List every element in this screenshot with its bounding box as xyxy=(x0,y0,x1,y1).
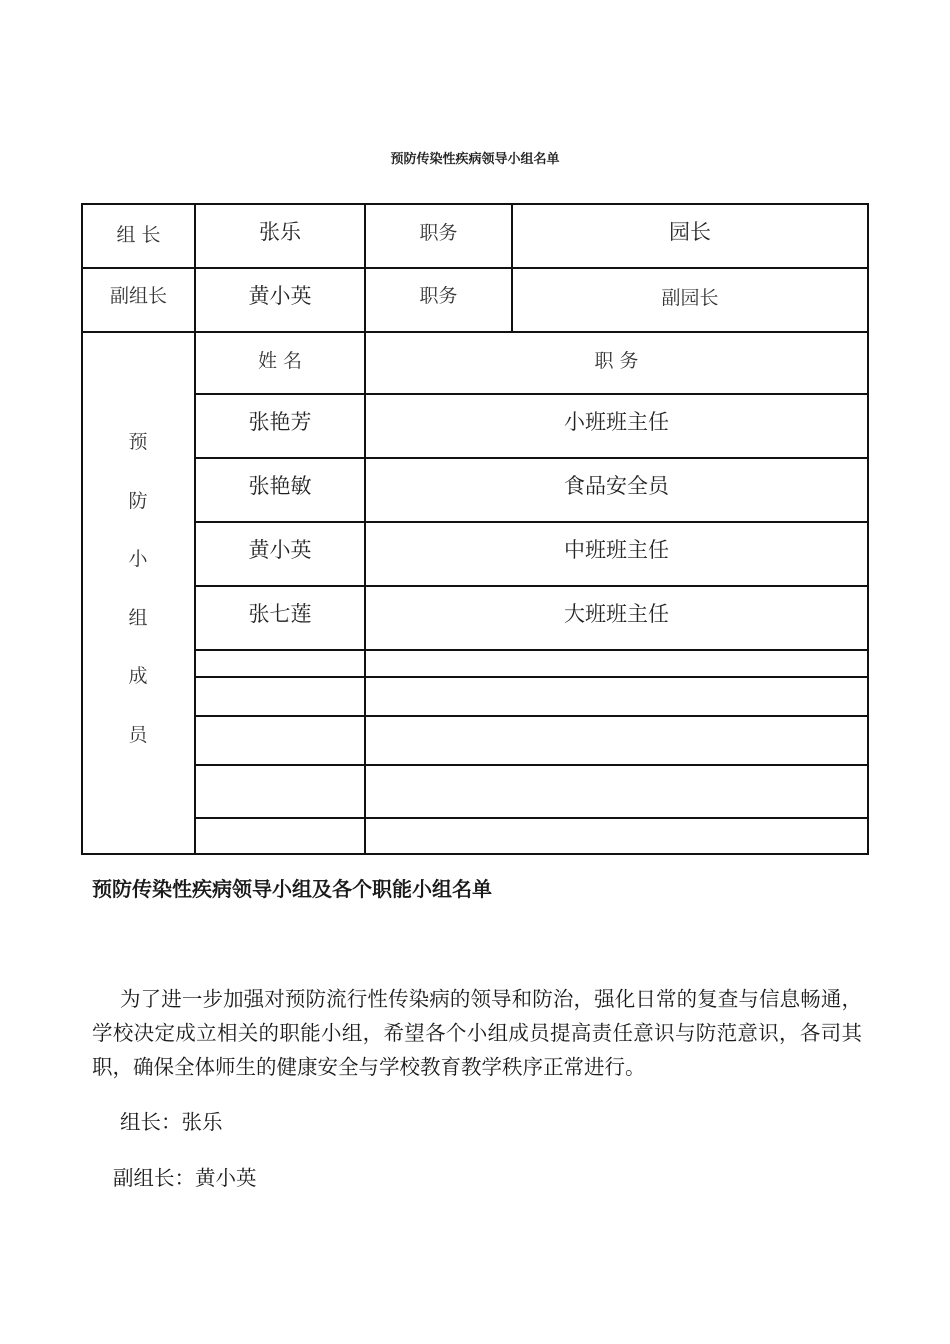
members-label-char: 预 xyxy=(128,431,148,453)
member-name: 张艳芳 xyxy=(248,410,312,434)
deputy-line: 副组长：黄小英 xyxy=(113,1166,257,1190)
body-paragraph: 为了进一步加强对预防流行性传染病的领导和防治，强化日常的复查与信息畅通，学校决定成立相关的职能小组，希望各个小组成员提高责任意识与防范意识，各司其职，确保全体师生的健康安全与学校教育教学秩序正常进行。 xyxy=(92,987,862,1079)
members-label-char: 成 xyxy=(128,665,148,688)
member-name: 黄小英 xyxy=(248,538,312,562)
member-name: 张艳敏 xyxy=(248,474,312,498)
leader-position: 园长 xyxy=(669,220,711,244)
leader-line: 组长：张乐 xyxy=(120,1110,223,1134)
deputy-label: 副组长 xyxy=(109,284,167,307)
member-position: 中班班主任 xyxy=(564,538,669,562)
deputy-position-label: 职务 xyxy=(419,284,458,307)
members-label-char: 小 xyxy=(128,548,148,571)
deputy-name: 黄小英 xyxy=(248,284,312,308)
leader-label: 组 长 xyxy=(116,223,161,246)
section-heading: 预防传染性疾病领导小组及各个职能小组名单 xyxy=(92,877,492,901)
member-position: 小班班主任 xyxy=(564,410,669,434)
members-header-name: 姓 名 xyxy=(257,349,303,372)
leader-position-label: 职务 xyxy=(419,221,458,244)
member-name: 张七莲 xyxy=(248,602,312,626)
deputy-position: 副园长 xyxy=(661,286,719,309)
members-group-label xyxy=(82,413,194,765)
leader-name: 张乐 xyxy=(259,220,301,244)
members-header-position: 职 务 xyxy=(594,349,639,372)
member-position: 大班班主任 xyxy=(564,602,669,626)
member-position: 食品安全员 xyxy=(564,474,669,498)
members-label-char: 组 xyxy=(128,606,148,629)
members-label-char: 员 xyxy=(128,723,148,746)
members-label-char: 防 xyxy=(128,489,148,512)
document-title: 预防传染性疾病领导小组名单 xyxy=(390,152,560,167)
